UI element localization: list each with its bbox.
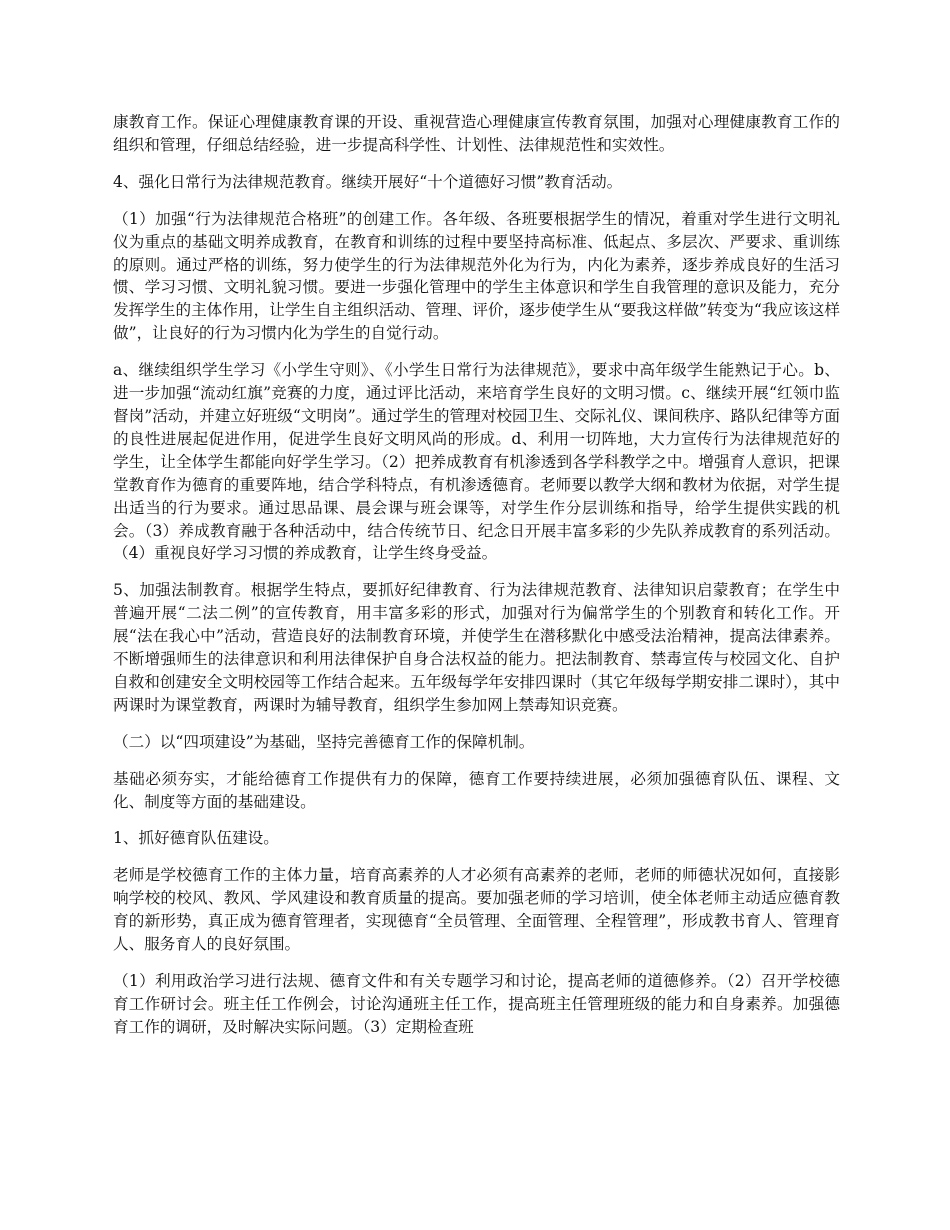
paragraph-mental-health-continuation: 康教育工作。保证心理健康教育课的开设、重视营造心理健康宣传教育氛围，加强对心理健康教育工作的组织和管理，仔细总结经验，进一步提高科学性、计划性、法律规范性和实效性。 xyxy=(113,113,840,154)
paragraph-section-4-heading: 4、强化日常行为法律规范教育。继续开展好“十个道德好习惯”教育活动。 xyxy=(113,172,623,191)
document-body xyxy=(113,111,840,1053)
paragraph-teacher-measures: （1）利用政治学习进行法规、德育文件和有关专题学习和讨论，提高老师的道德修养。（2）召开学校德育工作研讨会。班主任工作例会，讨论沟通班主任工作，提高班主任管理班级的能力和自身素养。加强德育工作的调研，及时解决实际问题。（3）定期检查班 xyxy=(113,972,840,1036)
paragraph-part-2-heading: （二）以“四项建设”为基础，坚持完善德育工作的保障机制。 xyxy=(113,732,535,751)
paragraph-behavior-norm-class: （1）加强“行为法律规范合格班”的创建工作。各年级、各班要根据学生的情况，着重对学生进行文明礼仪为重点的基础文明养成教育，在教育和训练的过程中要坚持高标准、低起点、多层次、严要求、重训练的原则。通过严格的训练，努力使学生的行为法律规范外化为行为，内化为素养，逐步养成良好的生活习惯、学习习惯、文明礼貌习惯。要进一步强化管理中的学生主体意识和学生自我管理的意识及能力，充分发挥学生的主体作用，让学生自主组织活动、管理、评价，逐步使学生从“要我这样做”转变为“我应该这样做”，让良好的行为习惯内化为学生的自觉行动。 xyxy=(113,209,840,343)
paragraph-section-1-heading: 1、抓好德育队伍建设。 xyxy=(113,829,279,848)
paragraph-section-5-legal-education: 5、加强法制教育。根据学生特点，要抓好纪律教育、行为法律规范教育、法律知识启蒙教育；在学生中普遍开展“二法二例”的宣传教育，用丰富多彩的形式，加强对行为偏常学生的个别教育和转化工作。开展“法在我心中”活动，营造良好的法制教育环境，并使学生在潜移默化中感受法治精神，提高法律素养。不断增强师生的法律意识和利用法律保护自身合法权益的能力。把法制教育、禁毒宣传与校园文化、自护自救和创建安全文明校园等工作结合起来。五年级每学年安排四课时（其它年级每学期安排二课时），其中两课时为课堂教育，两课时为辅导教育，组织学生参加网上禁毒知识竞赛。 xyxy=(113,581,840,714)
paragraph-activities-list: a、继续组织学生学习《小学生守则》、《小学生日常行为法律规范》，要求中高年级学生能熟记于心。b、进一步加强“流动红旗”竞赛的力度，通过评比活动，来培育学生良好的文明习惯。c、继续开展“红领巾监督岗”活动，并建立好班级“文明岗”。通过学生的管理对校园卫生、交际礼仪、课间秩序、路队纪律等方面的良性进展起促进作用，促进学生良好文明风尚的形成。d、利用一切阵地，大力宣传行为法律规范好的学生，让全体学生都能向好学生学习。（2）把养成教育有机渗透到各学科教学之中。增强育人意识，把课堂教育作为德育的重要阵地，结合学科特点，有机渗透德育。老师要以教学大纲和教材为依据，对学生提出适当的行为要求。通过思品课、晨会课与班会课等，对学生作分层训练和指导，给学生提供实践的机会。（3）养成教育融于各种活动中，结合传统节日、纪念日开展丰富多彩的少先队养成教育的系列活动。（4）重视良好学习习惯的养成教育，让学生终身受益。 xyxy=(113,361,840,563)
paragraph-teacher-team: 老师是学校德育工作的主体力量，培育高素养的人才必须有高素养的老师，老师的师德状况如何，直接影响学校的校风、教风、学风建设和教育质量的提高。要加强老师的学习培训，使全体老师主动适应德育教育的新形势，真正成为德育管理者，实现德育“全员管理、全面管理、全程管理”，形成教书育人、管理育人、服务育人的良好氛围。 xyxy=(113,866,840,954)
paragraph-foundation-intro: 基础必须夯实，才能给德育工作提供有力的保障，德育工作要持续进展，必须加强德育队伍、课程、文化、制度等方面的基础建设。 xyxy=(113,769,840,811)
